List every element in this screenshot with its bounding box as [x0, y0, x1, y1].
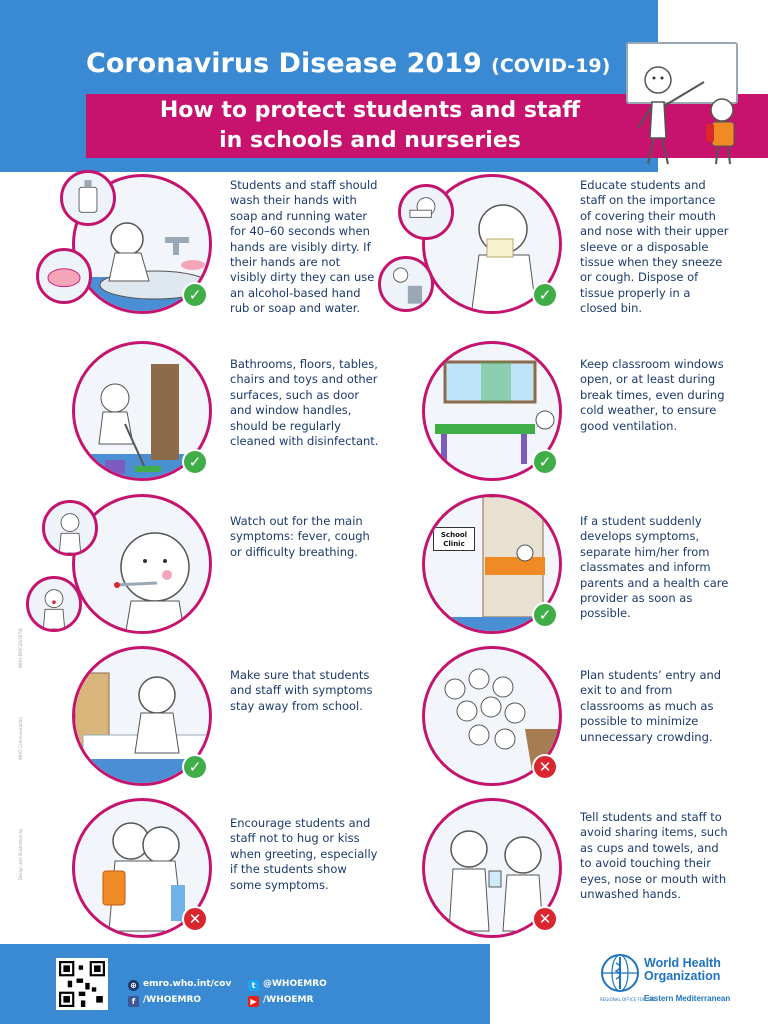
tip-text: Keep classroom windows open, or at least during break times, even during cold weather, to ensure good ventilation.: [580, 357, 725, 433]
tip-no-hugging: [0, 792, 384, 947]
tip-text: Educate students and staff on the importance of covering their mouth and nose with their upper sleeve or a disposable tissue when they sneeze or cough. Dispose of tissue properly in a closed bin.: [580, 178, 729, 316]
tip-text: Plan students’ entry and exit to and from classrooms as much as possible to minimize unnecessary crowding.: [580, 668, 722, 744]
illustration: [34, 796, 214, 946]
illustration: [34, 492, 214, 642]
trash-bin-icon: [378, 256, 434, 312]
twitter-icon: t: [248, 980, 259, 991]
qr-code-icon[interactable]: [56, 958, 108, 1010]
header: [0, 0, 768, 172]
check-icon: ✓: [182, 449, 208, 475]
page-title-suffix: (COVID-19): [491, 55, 611, 77]
tip-text: Make sure that students and staff with symptoms stay away from school.: [230, 668, 373, 713]
coughing-child-icon: [42, 500, 98, 556]
illustration: [34, 339, 214, 489]
who-name-line-1: World Health: [644, 956, 721, 970]
sleeve-cough-icon: [398, 184, 454, 240]
illustration: [384, 339, 564, 489]
who-emblem-icon: [600, 953, 640, 993]
website-link[interactable]: [128, 979, 231, 991]
facebook-icon: f: [128, 996, 139, 1007]
tip-text: Bathrooms, floors, tables, chairs and toys and other surfaces, such as door and window handles, should be regularly cleaned with disinfectant.: [230, 357, 379, 449]
design-credit: Design and illustration by: [18, 828, 23, 880]
tip-handwashing: [0, 168, 384, 323]
who-region: Eastern Mediterranean: [644, 994, 731, 1003]
illustration: [34, 172, 214, 322]
check-icon: ✓: [532, 602, 558, 628]
youtube-link[interactable]: [248, 995, 313, 1007]
design-credit-org: WHO Communication: [18, 717, 23, 760]
facebook-link-label: /WHOEMRO: [143, 995, 202, 1005]
illustration: [384, 796, 564, 946]
subtitle-line-2: in schools and nurseries: [219, 128, 521, 153]
youtube-link-label: /WHOEMR: [263, 995, 314, 1005]
check-icon: ✓: [532, 282, 558, 308]
tip-avoid-crowding: [350, 640, 734, 795]
facebook-link[interactable]: [128, 995, 201, 1007]
illustration: [34, 644, 214, 794]
tip-cover-cough: [350, 168, 734, 323]
soap-bar-icon: [36, 248, 92, 304]
illustration: [384, 172, 564, 322]
tip-stay-away: [0, 640, 384, 795]
tip-cleaning: [0, 335, 384, 490]
illustration: [384, 492, 564, 642]
tip-text: Watch out for the main symptoms: fever, cough or difficulty breathing.: [230, 514, 370, 559]
clinic-sign: [433, 527, 475, 551]
page-title-text: Coronavirus Disease 2019: [86, 48, 482, 79]
globe-icon: ⊕: [128, 980, 139, 991]
subtitle-line-1: How to protect students and staff: [159, 98, 581, 123]
check-icon: ✓: [532, 449, 558, 475]
illustration: [384, 644, 564, 794]
teacher-and-student-icon: [630, 58, 750, 170]
clinic-sign-line-1: School: [440, 531, 468, 539]
tip-ventilation: [350, 335, 734, 490]
clinic-sign-line-2: Clinic: [443, 540, 465, 548]
tip-text: Encourage students and staff not to hug or kiss when greeting, especially if the students show some symptoms.: [230, 816, 378, 892]
twitter-link-label: @WHOEMRO: [263, 979, 327, 989]
check-icon: ✓: [182, 282, 208, 308]
tip-isolate-student: [350, 488, 734, 643]
who-region-prefix: REGIONAL OFFICE FOR THE: [600, 997, 655, 1002]
tip-text: Tell students and staff to avoid sharing items, such as cups and towels, and to avoid touching their eyes, nose or mouth with unwashed hands.: [580, 810, 728, 902]
website-link-label: emro.who.int/cov: [143, 979, 232, 989]
cross-icon: ✕: [182, 906, 208, 932]
twitter-link[interactable]: [248, 979, 327, 991]
check-icon: ✓: [182, 754, 208, 780]
page-subtitle: [110, 96, 630, 156]
who-name-line-2: Organization: [644, 969, 721, 983]
cross-icon: ✕: [532, 906, 558, 932]
tip-symptoms: [0, 488, 384, 643]
tip-text: Students and staff should wash their hands with soap and running water for 40–60 seconds when hands are visibly dirty. If their hands are not visibly dirty they can use an alcohol-based hand rub or soap and water.: [230, 178, 378, 316]
soap-bottle-icon: [60, 170, 116, 226]
youtube-icon: ▶: [248, 996, 259, 1007]
who-name: [644, 957, 721, 983]
page-title: [86, 48, 610, 79]
tip-text: If a student suddenly develops symptoms, separate him/her from classmates and inform parents and a health care provider as soon as possible.: [580, 514, 729, 621]
breathing-child-icon: [26, 576, 82, 632]
tip-no-sharing: [350, 792, 734, 947]
document-code: WHO-EM/CSR/267/E: [18, 628, 23, 668]
cross-icon: ✕: [532, 754, 558, 780]
